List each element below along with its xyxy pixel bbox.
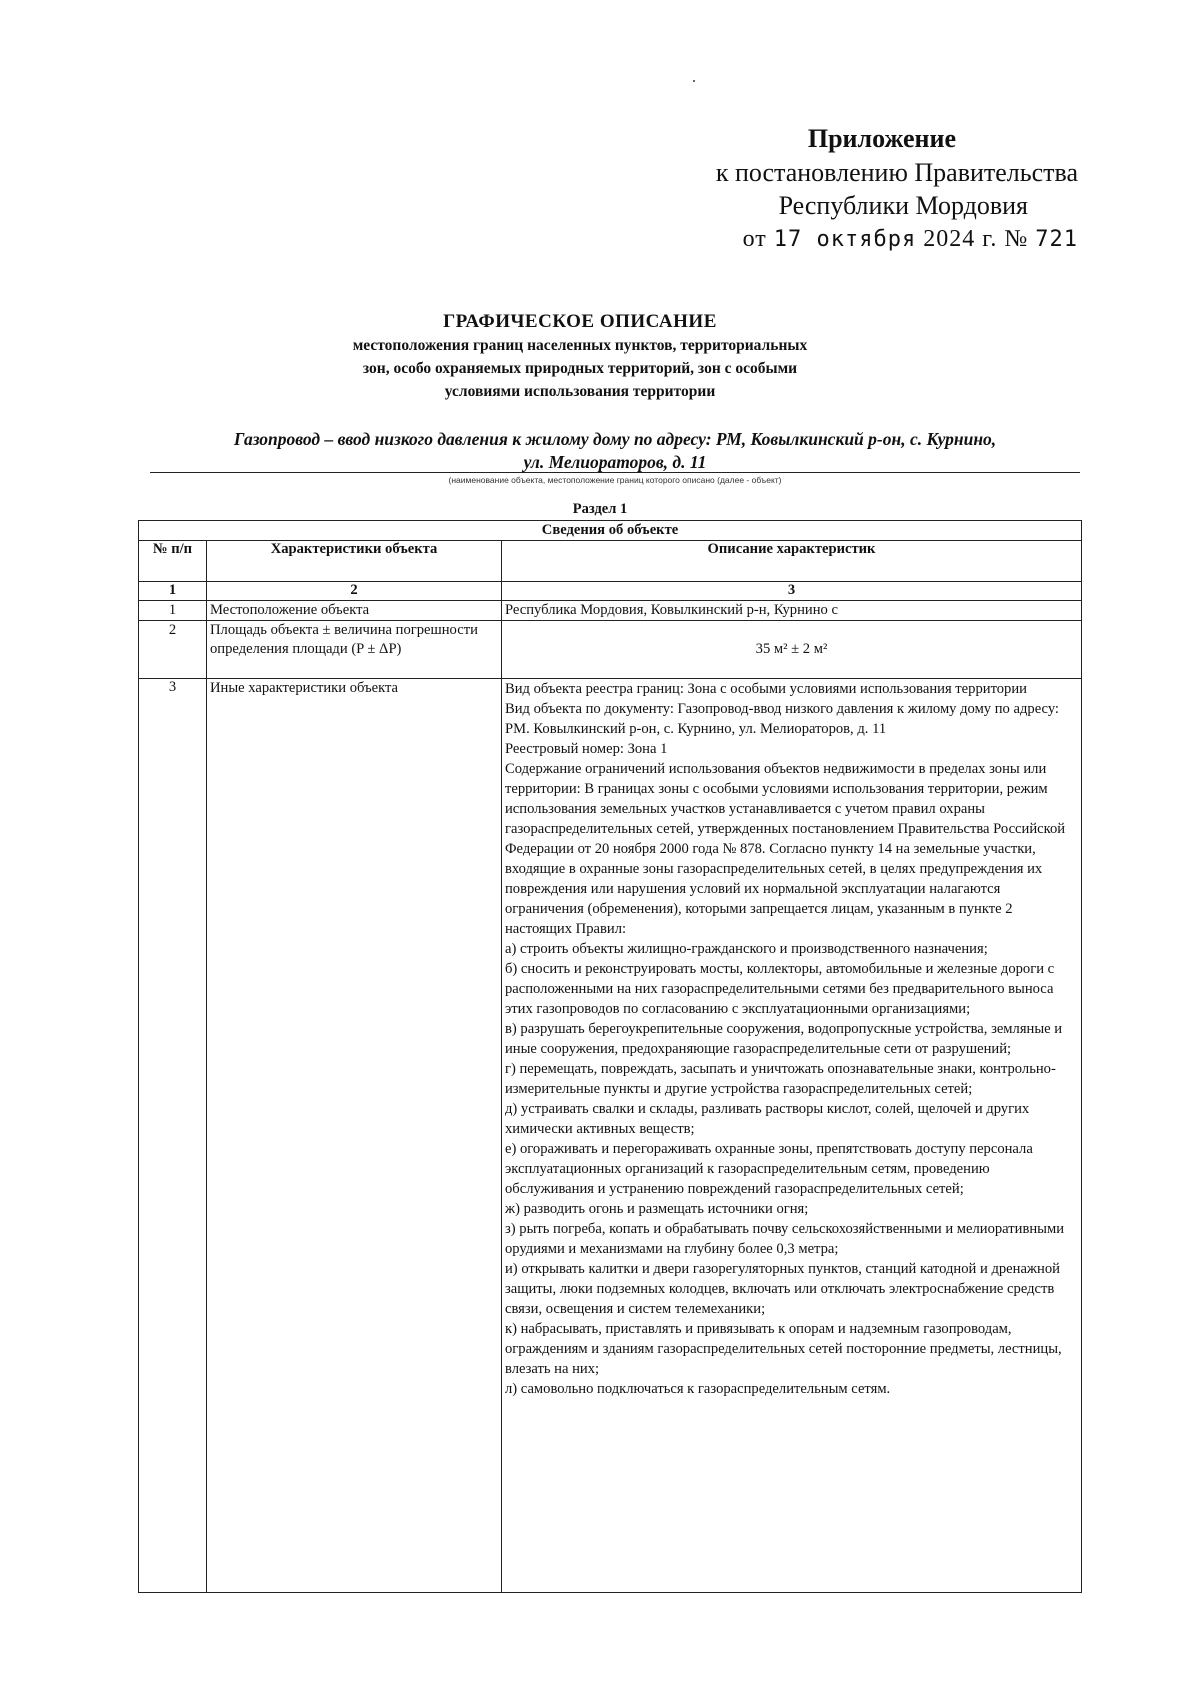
description-paragraph: б) сносить и реконструировать мосты, коллекторы, автомобильные и железные дороги с расположенными на них газораспределительными сетями без предварительного выноса этих газопроводов по согласованию с эксплуатационными организациями; bbox=[505, 961, 1055, 1017]
document-number: 721 bbox=[1035, 227, 1078, 252]
heading-sub-1: местоположения границ населенных пунктов, территориальных bbox=[352, 337, 808, 354]
description-paragraph: е) огораживать и перегораживать охранные зоны, препятствовать доступу персонала эксплуатационных организаций к газораспределительным сетям, проведению обслуживания и устранению повреждений газораспределительных сетей; bbox=[505, 1141, 1033, 1197]
description-paragraph: в) разрушать берегоукрепительные сооружения, водопропускные устройства, земляные и иные сооружения, предохраняющие газораспределительные сети от разрушений; bbox=[505, 1021, 1063, 1057]
row-number: 1 bbox=[139, 601, 207, 621]
appendix-block bbox=[600, 122, 1078, 257]
object-underline bbox=[150, 472, 1080, 473]
description-paragraph: Реестровый номер: Зона 1 bbox=[505, 741, 668, 757]
column-number: 1 bbox=[139, 582, 207, 601]
column-header-description: Описание характеристик bbox=[502, 541, 1082, 582]
appendix-line-2: Республики Мордовия bbox=[778, 191, 1028, 220]
appendix-line-1: к постановлению Правительства bbox=[715, 158, 1078, 187]
column-number-row bbox=[139, 582, 1082, 601]
appendix-title: Приложение bbox=[807, 124, 956, 153]
description-paragraph: л) самовольно подключаться к газораспределительным сетям. bbox=[505, 1381, 891, 1397]
table-caption-row bbox=[139, 521, 1082, 541]
column-header-num: № п/п bbox=[139, 541, 207, 582]
description-paragraph: к) набрасывать, приставлять и привязывать к опорам и надземным газопроводам, ограждениям и зданиям газораспределительных сетей посторонние предметы, лестницы, влезать на них; bbox=[505, 1321, 1062, 1377]
row-description: 35 м² ± 2 м² bbox=[502, 621, 1082, 679]
heading-main: ГРАФИЧЕСКОЕ ОПИСАНИЕ bbox=[443, 311, 717, 332]
description-paragraph: ж) разводить огонь и размещать источники огня; bbox=[505, 1201, 809, 1217]
object-info-table bbox=[138, 520, 1082, 1593]
row-characteristic: Иные характеристики объекта bbox=[207, 679, 502, 1593]
table-row bbox=[139, 621, 1082, 679]
object-name-line-2: ул. Мелиораторов, д. 11 bbox=[523, 452, 707, 472]
description-paragraph: Содержание ограничений использования объектов недвижимости в пределах зоны или территории: В границах зоны с особыми условиями использования территории, режим использования земельных участков устанавливается с учетом правил охраны газораспределительных сетей, утвержденных постановлением Правительства Российской Федерации от 20 ноября 2000 года № 878. Согласно пункту 14 на земельные участки, входящие в охранные зоны газораспределительных сетей, в целях предупреждения их повреждения или нарушения условий их нормальной эксплуатации налагаются ограничения (обременения), которыми запрещается лицам, указанным в пункте 2 настоящих Правил: bbox=[505, 761, 1066, 937]
description-paragraph: и) открывать калитки и двери газорегуляторных пунктов, станций катодной и дренажной защиты, люки подземных колодцев, включать или отключать электроснабжение средств связи, освещения и систем телемеханики; bbox=[505, 1261, 1060, 1317]
date-year: 2024 г. № bbox=[923, 226, 1029, 252]
row-characteristic: Площадь объекта ± величина погрешности определения площади (P ± ΔP) bbox=[207, 621, 502, 679]
column-number: 3 bbox=[502, 582, 1082, 601]
object-name bbox=[150, 428, 1080, 474]
description-paragraph: д) устраивать свалки и склады, разливать растворы кислот, солей, щелочей и других химически активных веществ; bbox=[505, 1101, 1030, 1137]
table-row bbox=[139, 601, 1082, 621]
table-row bbox=[139, 679, 1082, 1593]
object-name-line-1: Газопровод – ввод низкого давления к жилому дому по адресу: РМ, Ковылкинский р-он, с. Курнино, bbox=[233, 429, 997, 449]
description-paragraph: Вид объекта по документу: Газопровод-ввод низкого давления к жилому дому по адресу: РМ. Ковылкинский р-он, с. Курнино, ул. Мелиораторов, д. 11 bbox=[505, 701, 1059, 737]
row-description: Республика Мордовия, Ковылкинский р-н, Курнино с bbox=[502, 601, 1082, 621]
table-header-row bbox=[139, 541, 1082, 582]
section-label: Раздел 1 bbox=[572, 501, 628, 517]
description-paragraph: з) рыть погреба, копать и обрабатывать почву сельскохозяйственными и мелиоративными орудиями и механизмами на глубину более 0,3 метра; bbox=[505, 1221, 1065, 1257]
heading-sub-2: зон, особо охраняемых природных территорий, зон с особыми bbox=[362, 360, 798, 377]
object-caption: (наименование объекта, местоположение границ которого описано (далее - объект) bbox=[448, 475, 782, 485]
row-number: 2 bbox=[139, 621, 207, 679]
heading-sub-3: условиями использования территории bbox=[444, 383, 716, 400]
appendix-date bbox=[600, 222, 1078, 257]
description-paragraph: Вид объекта реестра границ: Зона с особыми условиями использования территории bbox=[505, 681, 1027, 697]
row-number: 3 bbox=[139, 679, 207, 1593]
row-characteristic: Местоположение объекта bbox=[207, 601, 502, 621]
column-header-characteristic: Характеристики объекта bbox=[207, 541, 502, 582]
table-caption: Сведения об объекте bbox=[139, 521, 1082, 541]
row-description bbox=[502, 679, 1082, 1593]
description-paragraph: г) перемещать, повреждать, засыпать и уничтожать опознавательные знаки, контрольно-измерительные пункты и другие устройства газораспределительных сетей; bbox=[505, 1061, 1056, 1097]
date-prefix: от bbox=[742, 226, 767, 252]
document-heading bbox=[200, 310, 960, 403]
description-paragraph: а) строить объекты жилищно-гражданского и производственного назначения; bbox=[505, 941, 988, 957]
scan-speck bbox=[693, 80, 695, 82]
date-day-month: 17 октября bbox=[773, 227, 917, 252]
column-number: 2 bbox=[207, 582, 502, 601]
